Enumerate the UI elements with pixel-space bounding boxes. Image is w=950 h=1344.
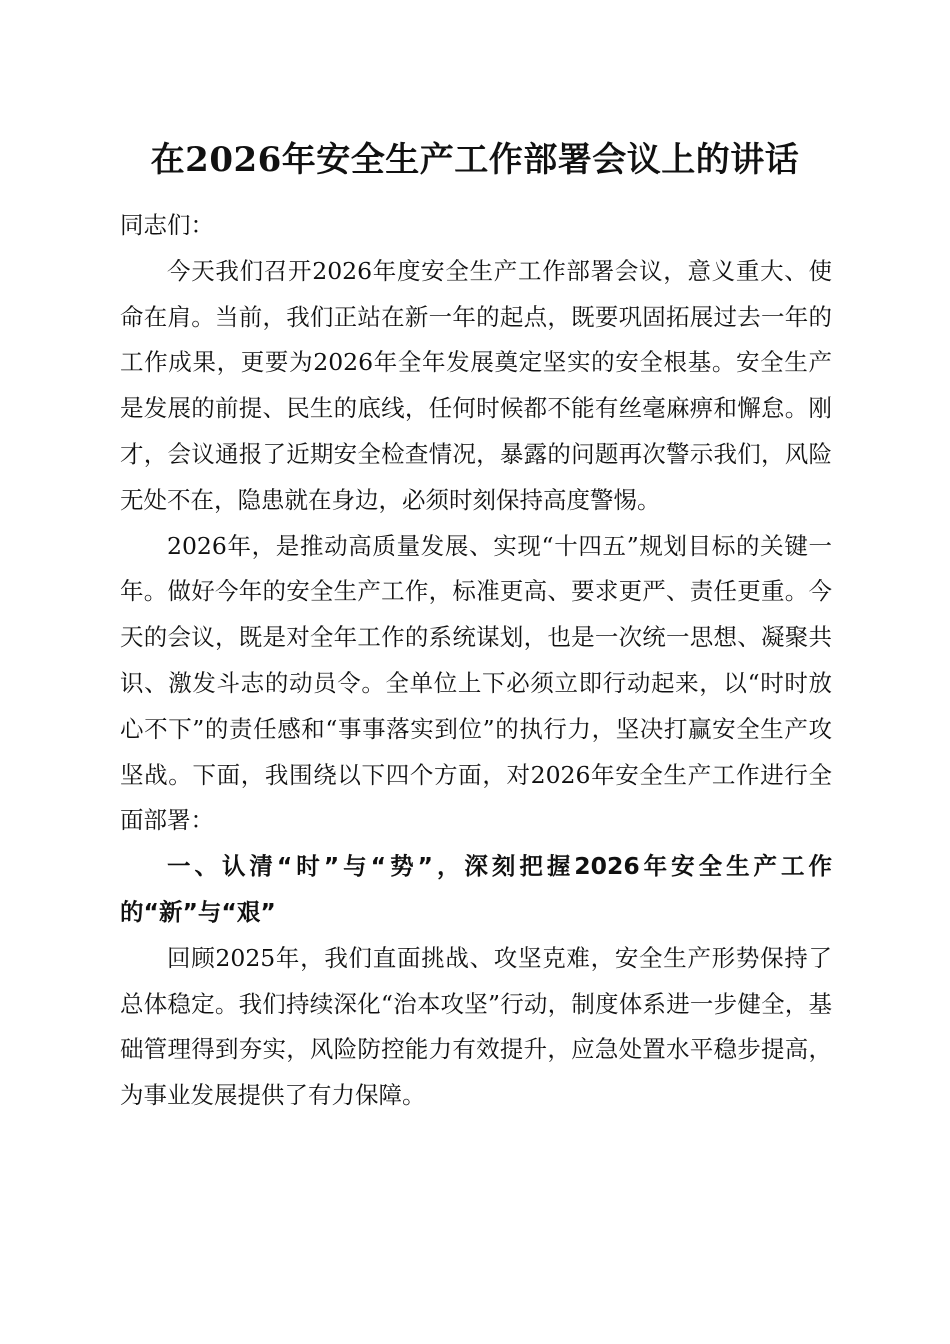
salutation: 同志们： bbox=[120, 211, 214, 239]
section-heading-1: 一、认清“时”与“势”，深刻把握2026年安全生产工作的“新”与“艰” bbox=[120, 852, 832, 926]
paragraph-opening: 今天我们召开2026年度安全生产工作部署会议，意义重大、使命在肩。当前，我们正站在新一年的起点，既要巩固拓展过去一年的工作成果，更要为2026年全年发展奠定坚实的安全根基。安全生产是发展的前提、民生的底线，任何时候都不能有丝毫麻痹和懈怠。刚才，会议通报了近期安全检查情况，暴露的问题再次警示我们，风险无处不在，隐患就在身边，必须时刻保持高度警惕。 bbox=[120, 256, 832, 514]
paragraph-year-overview: 2026年，是推动高质量发展、实现“十四五”规划目标的关键一年。做好今年的安全生产工作，标准更高、要求更严、责任更重。今天的会议，既是对全年工作的系统谋划，也是一次统一思想、凝聚共识、激发斗志的动员令。全单位上下必须立即行动起来，以“时时放心不下”的责任感和“事事落实到位”的执行力，坚决打赢安全生产攻坚战。下面，我围绕以下四个方面，对2026年安全生产工作进行全面部署： bbox=[120, 531, 832, 835]
document-body bbox=[120, 203, 832, 1119]
document-title: 在2026年安全生产工作部署会议上的讲话 bbox=[150, 140, 800, 180]
paragraph-review-2025: 回顾2025年，我们直面挑战、攻坚克难，安全生产形势保持了总体稳定。我们持续深化“治本攻坚”行动，制度体系进一步健全，基础管理得到夯实，风险防控能力有效提升，应急处置水平稳步提高，为事业发展提供了有力保障。 bbox=[120, 943, 832, 1110]
